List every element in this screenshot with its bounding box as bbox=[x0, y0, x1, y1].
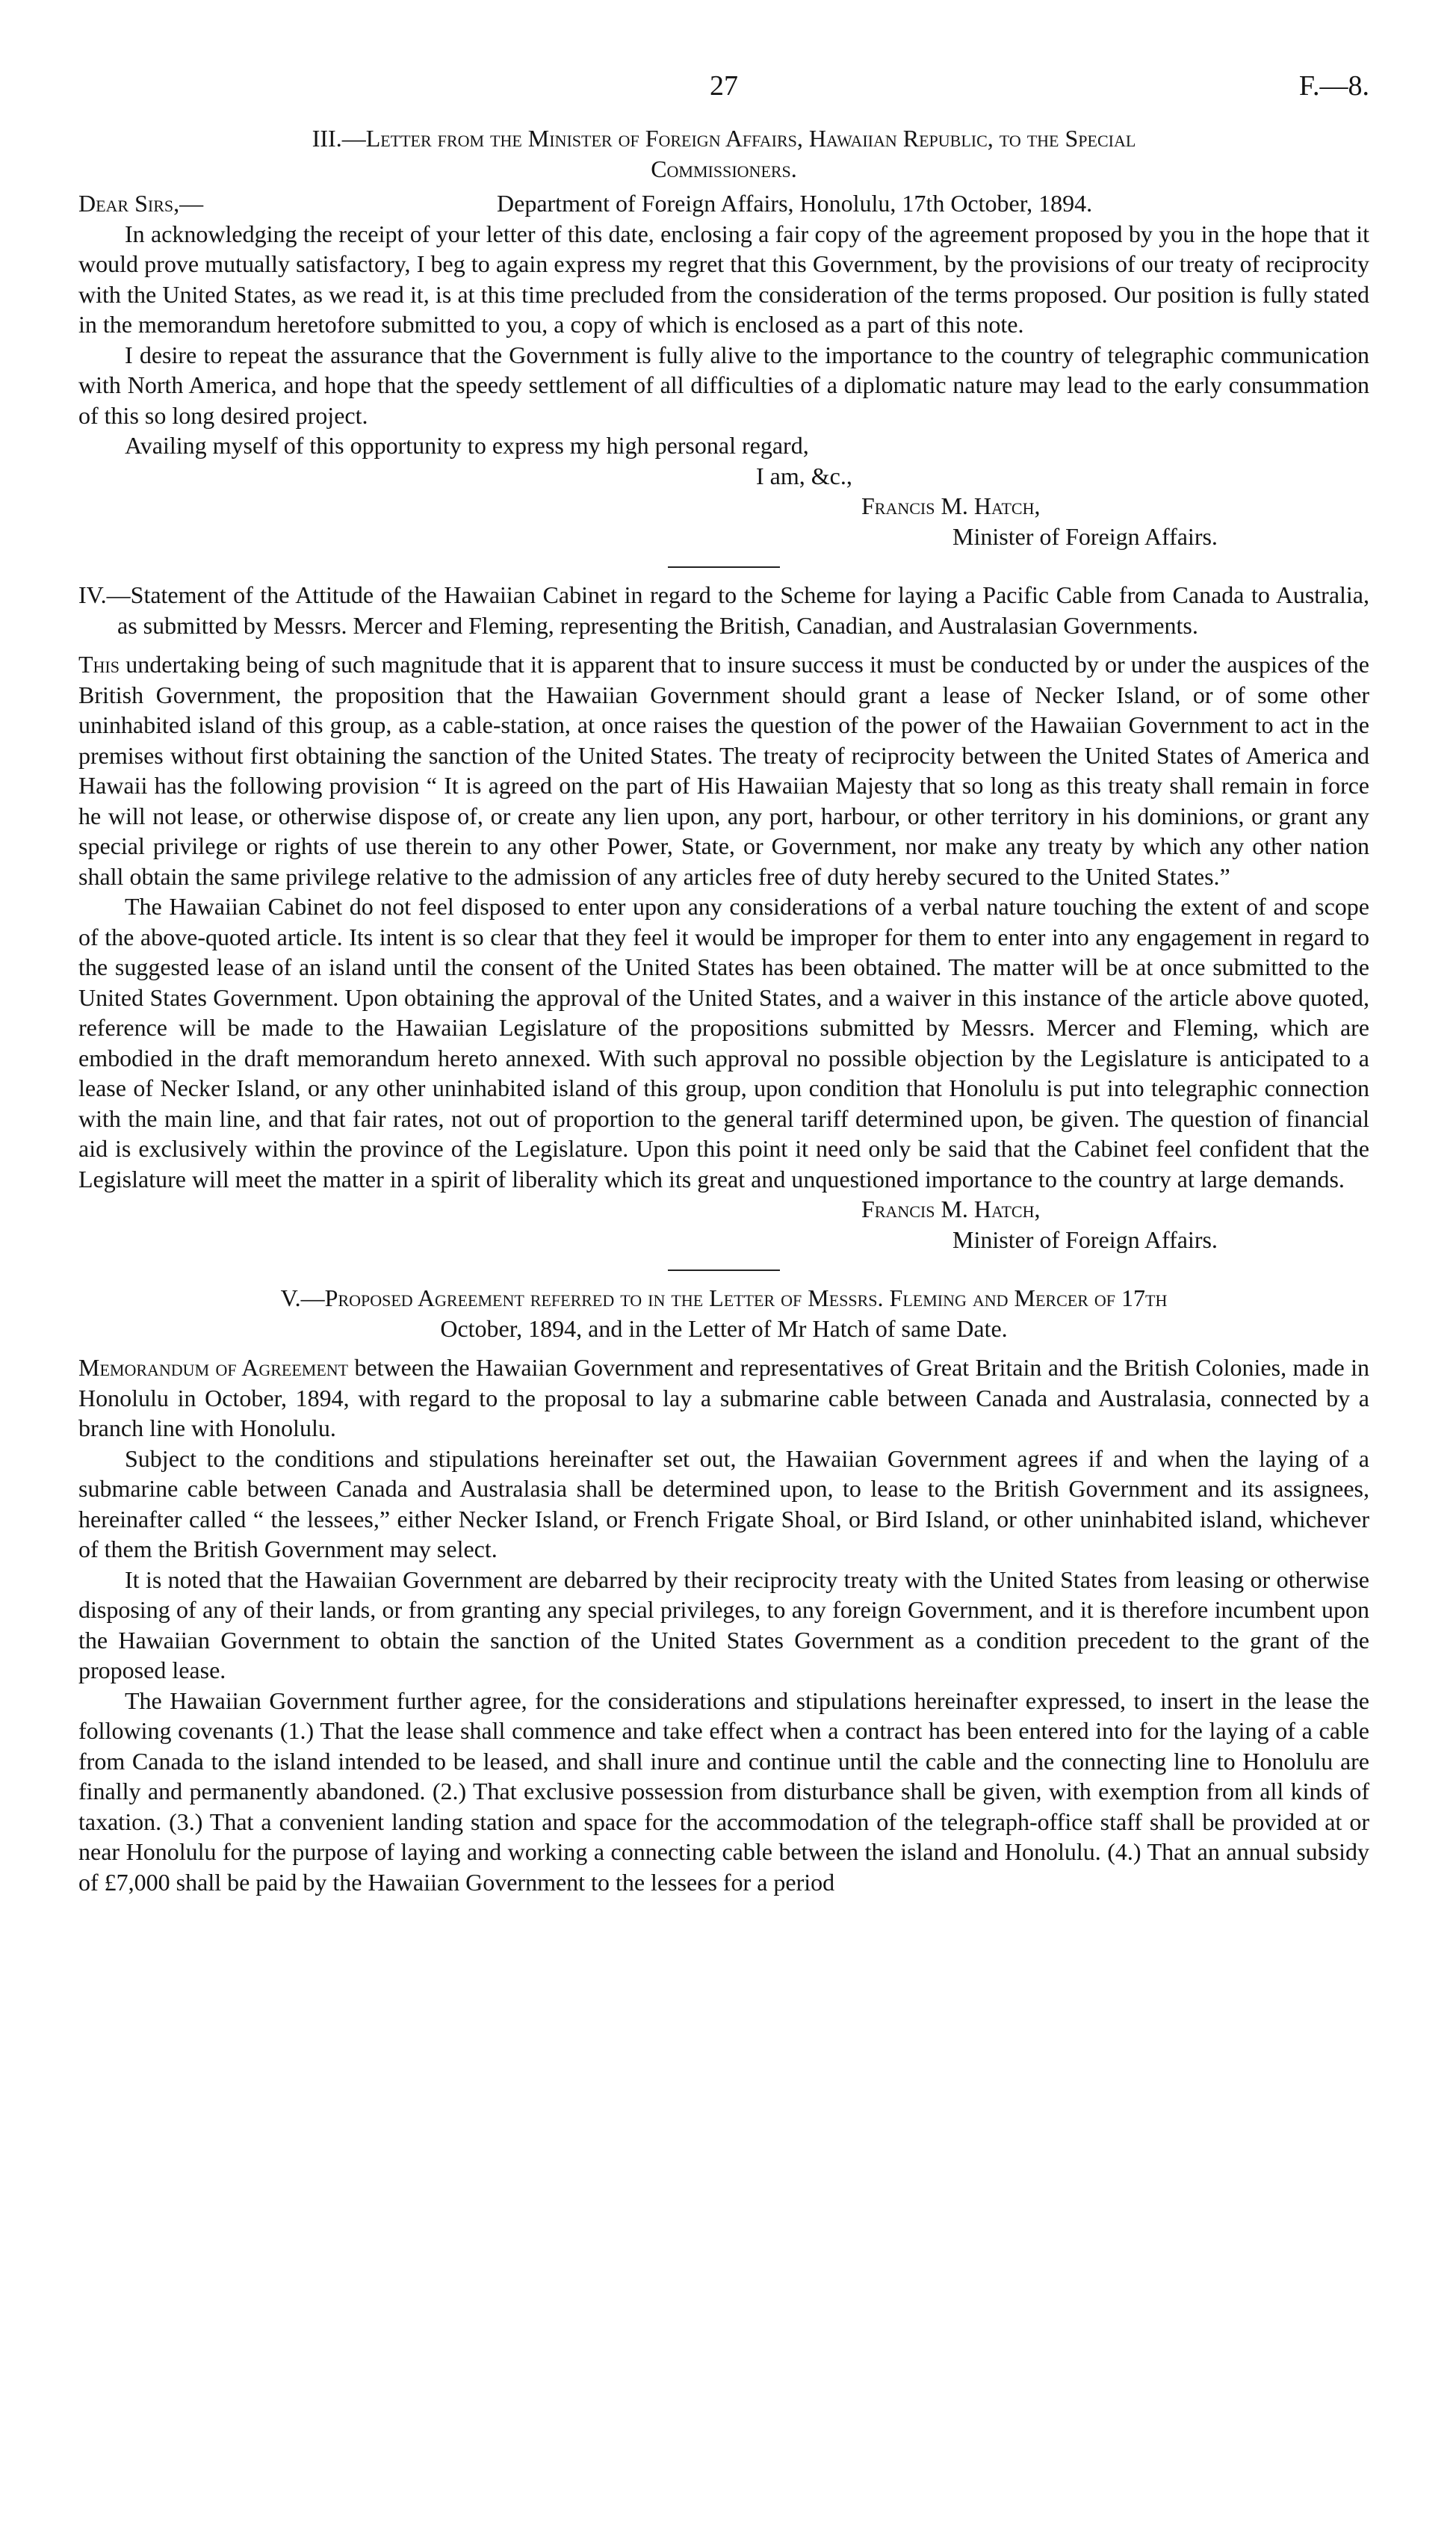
signature-name: Francis M. Hatch, bbox=[861, 1196, 1041, 1222]
paragraph: The Hawaiian Cabinet do not feel disposed to enter upon any considerations of a verbal nature touching the extent of and scope of the above-quoted article. Its intent is so clear that they feel it would be improper for them to enter into any engagement in regard to the suggested lease of an island until the consent of the United States has been obtained. The matter will be at once submitted to the United States Government. Upon obtaining the approval of the United States, and a waiver in this instance of the article above quoted, reference will be made to the Hawaiian Legislature of the propositions submitted by Messrs. Mercer and Fleming, which are embodied in the draft memorandum hereto annexed. With such approval no possible objection by the Legislature is anticipated to a lease of Necker Island, or any other uninhabited island of this group, upon condition that Honolulu is put into telegraphic connection with the main line, and that fair rates, not out of proportion to the general tariff determined upon, be given. The question of financial aid is exclusively within the province of the Legislature. Upon this point it need only be said that the Cabinet feel confident that the Legislature will meet the matter in a spirit of liberality which its great and unquestioned importance to the country at large demands. bbox=[78, 893, 1369, 1193]
document-reference: F.—8. bbox=[1298, 70, 1369, 102]
page-header bbox=[78, 71, 1369, 116]
section-5-heading-line1: V.—Proposed Agreement referred to in the Letter of Messrs. Fleming and Mercer of 17th bbox=[280, 1284, 1168, 1311]
section-5-heading-line2: October, 1894, and in the Letter of Mr Hatch of same Date. bbox=[440, 1314, 1008, 1342]
page-number: 27 bbox=[710, 70, 738, 102]
section-3-heading bbox=[78, 123, 1369, 184]
section-5 bbox=[78, 1283, 1369, 1897]
paragraph-body: undertaking being of such magnitude that it is apparent that to insure success it must be conducted by or under the auspices of the British Government, the proposition that the Hawaiian Government should grant a lease of Necker Island, or of some other uninhabited island of this group, as a cable-station, at once raises the question of the power of the Hawaiian Government to act in the premises without first obtaining the sanction of the United States. The treaty of reciprocity between the United States of America and Hawaii has the following provision “ It is agreed on the part of His Hawaiian Majesty that so long as this treaty shall remain in force he will not lease, or otherwise dispose of, or create any lien upon, any port, harbour, or other territory in his dominions, or grant any special privilege or rights of use therein to any other Power, State, or Government, nor make any treaty by which any other nation shall obtain the same privilege relative to the admission of any articles free of duty hereby secured to the United States.” bbox=[78, 651, 1369, 890]
closing: I am, &c., bbox=[756, 462, 852, 489]
section-divider bbox=[668, 566, 780, 568]
section-3-heading-line2: Commissioners. bbox=[651, 155, 797, 182]
section-divider bbox=[668, 1270, 780, 1271]
paragraph: In acknowledging the receipt of your letter of this date, enclosing a fair copy of the agreement proposed by you in the hope that it would prove mutually satisfactory, I beg to again express my regret that this Government, by the provisions of our treaty of reciprocity with the United States, as we read it, is at this time precluded from the consideration of the terms proposed. Our position is fully stated in the memorandum heretofore submitted to you, a copy of which is enclosed as a part of this note. bbox=[78, 220, 1369, 338]
paragraph: Availing myself of this opportunity to express my high personal regard, bbox=[125, 432, 809, 459]
paragraph: Subject to the conditions and stipulations hereinafter set out, the Hawaiian Government agrees if and when the laying of a submarine cable between Canada and Australasia shall be determined upon, to lease to the British Government and its assignees, hereinafter called “ the lessees,” either Necker Island, or French Frigate Shoal, or Bird Island, or other uninhabited island, whichever of them the British Government may select. bbox=[78, 1444, 1369, 1562]
salutation-row bbox=[78, 188, 1369, 219]
signature-title: Minister of Foreign Affairs. bbox=[952, 522, 1218, 550]
signature-title: Minister of Foreign Affairs. bbox=[952, 1225, 1218, 1253]
paragraph-lead: Memorandum of Agreement bbox=[78, 1354, 349, 1381]
section-5-heading bbox=[78, 1283, 1369, 1343]
section-3-heading-line1: III.—Letter from the Minister of Foreign Affairs, Hawaiian Republic, to the Special bbox=[312, 125, 1136, 152]
dateline: Department of Foreign Affairs, Honolulu, 17th October, 1894. bbox=[497, 190, 1093, 217]
signature-name: Francis M. Hatch, bbox=[861, 492, 1041, 519]
paragraph: I desire to repeat the assurance that the Government is fully alive to the importance to the country of telegraphic communication with North America, and hope that the speedy settlement of all difficulties of a diplomatic nature may lead to the early consummation of this so long desired project. bbox=[78, 341, 1369, 429]
paragraph: The Hawaiian Government further agree, for the considerations and stipulations hereinafter expressed, to insert in the lease the following covenants (1.) That the lease shall commence and take effect when a contract has been entered into for the laying of a cable from Canada to the island intended to be leased, and shall inure and continue until the cable and the connecting line to Honolulu are finally and permanently abandoned. (2.) That exclusive possession from disturbance shall be given, with exemption from all kinds of taxation. (3.) That a convenient landing station and space for the accommodation of the telegraph-office staff shall be provided at or near Honolulu for the purpose of laying and working a connecting cable between the island and Honolulu. (4.) That an annual subsidy of £7,000 shall be paid by the Hawaiian Government to the lessees for a period bbox=[78, 1686, 1369, 1896]
paragraph bbox=[78, 1352, 1369, 1444]
paragraph-body: between the Hawaiian Government and representatives of Great Britain and the British Colonies, made in Honolulu in October, 1894, with regard to the proposal to lay a submarine cable between Canada and Australasia, connected by a branch line with Honolulu. bbox=[78, 1354, 1370, 1441]
paragraph bbox=[78, 649, 1369, 891]
salutation: Dear Sirs,— bbox=[78, 190, 204, 217]
paragraph: It is noted that the Hawaiian Government are debarred by their reciprocity treaty with the United States from leasing or otherwise disposing of any of their lands, or from granting any special privileges, to any foreign Government, and it is therefore incumbent upon the Hawaiian Government to obtain the sanction of the United States Government as a condition precedent to the grant of the proposed lease. bbox=[78, 1565, 1369, 1683]
paragraph-lead: This bbox=[78, 651, 120, 678]
section-4-heading: IV.—Statement of the Attitude of the Hawaiian Cabinet in regard to the Scheme for laying a Pacific Cable from Canada to Australia, as submitted by Messrs. Mercer and Fleming, representing the British, Canadian, and Australasian Governments. bbox=[78, 581, 1369, 639]
section-4 bbox=[78, 580, 1369, 1255]
section-3 bbox=[78, 123, 1369, 551]
document-page bbox=[78, 71, 1369, 1897]
